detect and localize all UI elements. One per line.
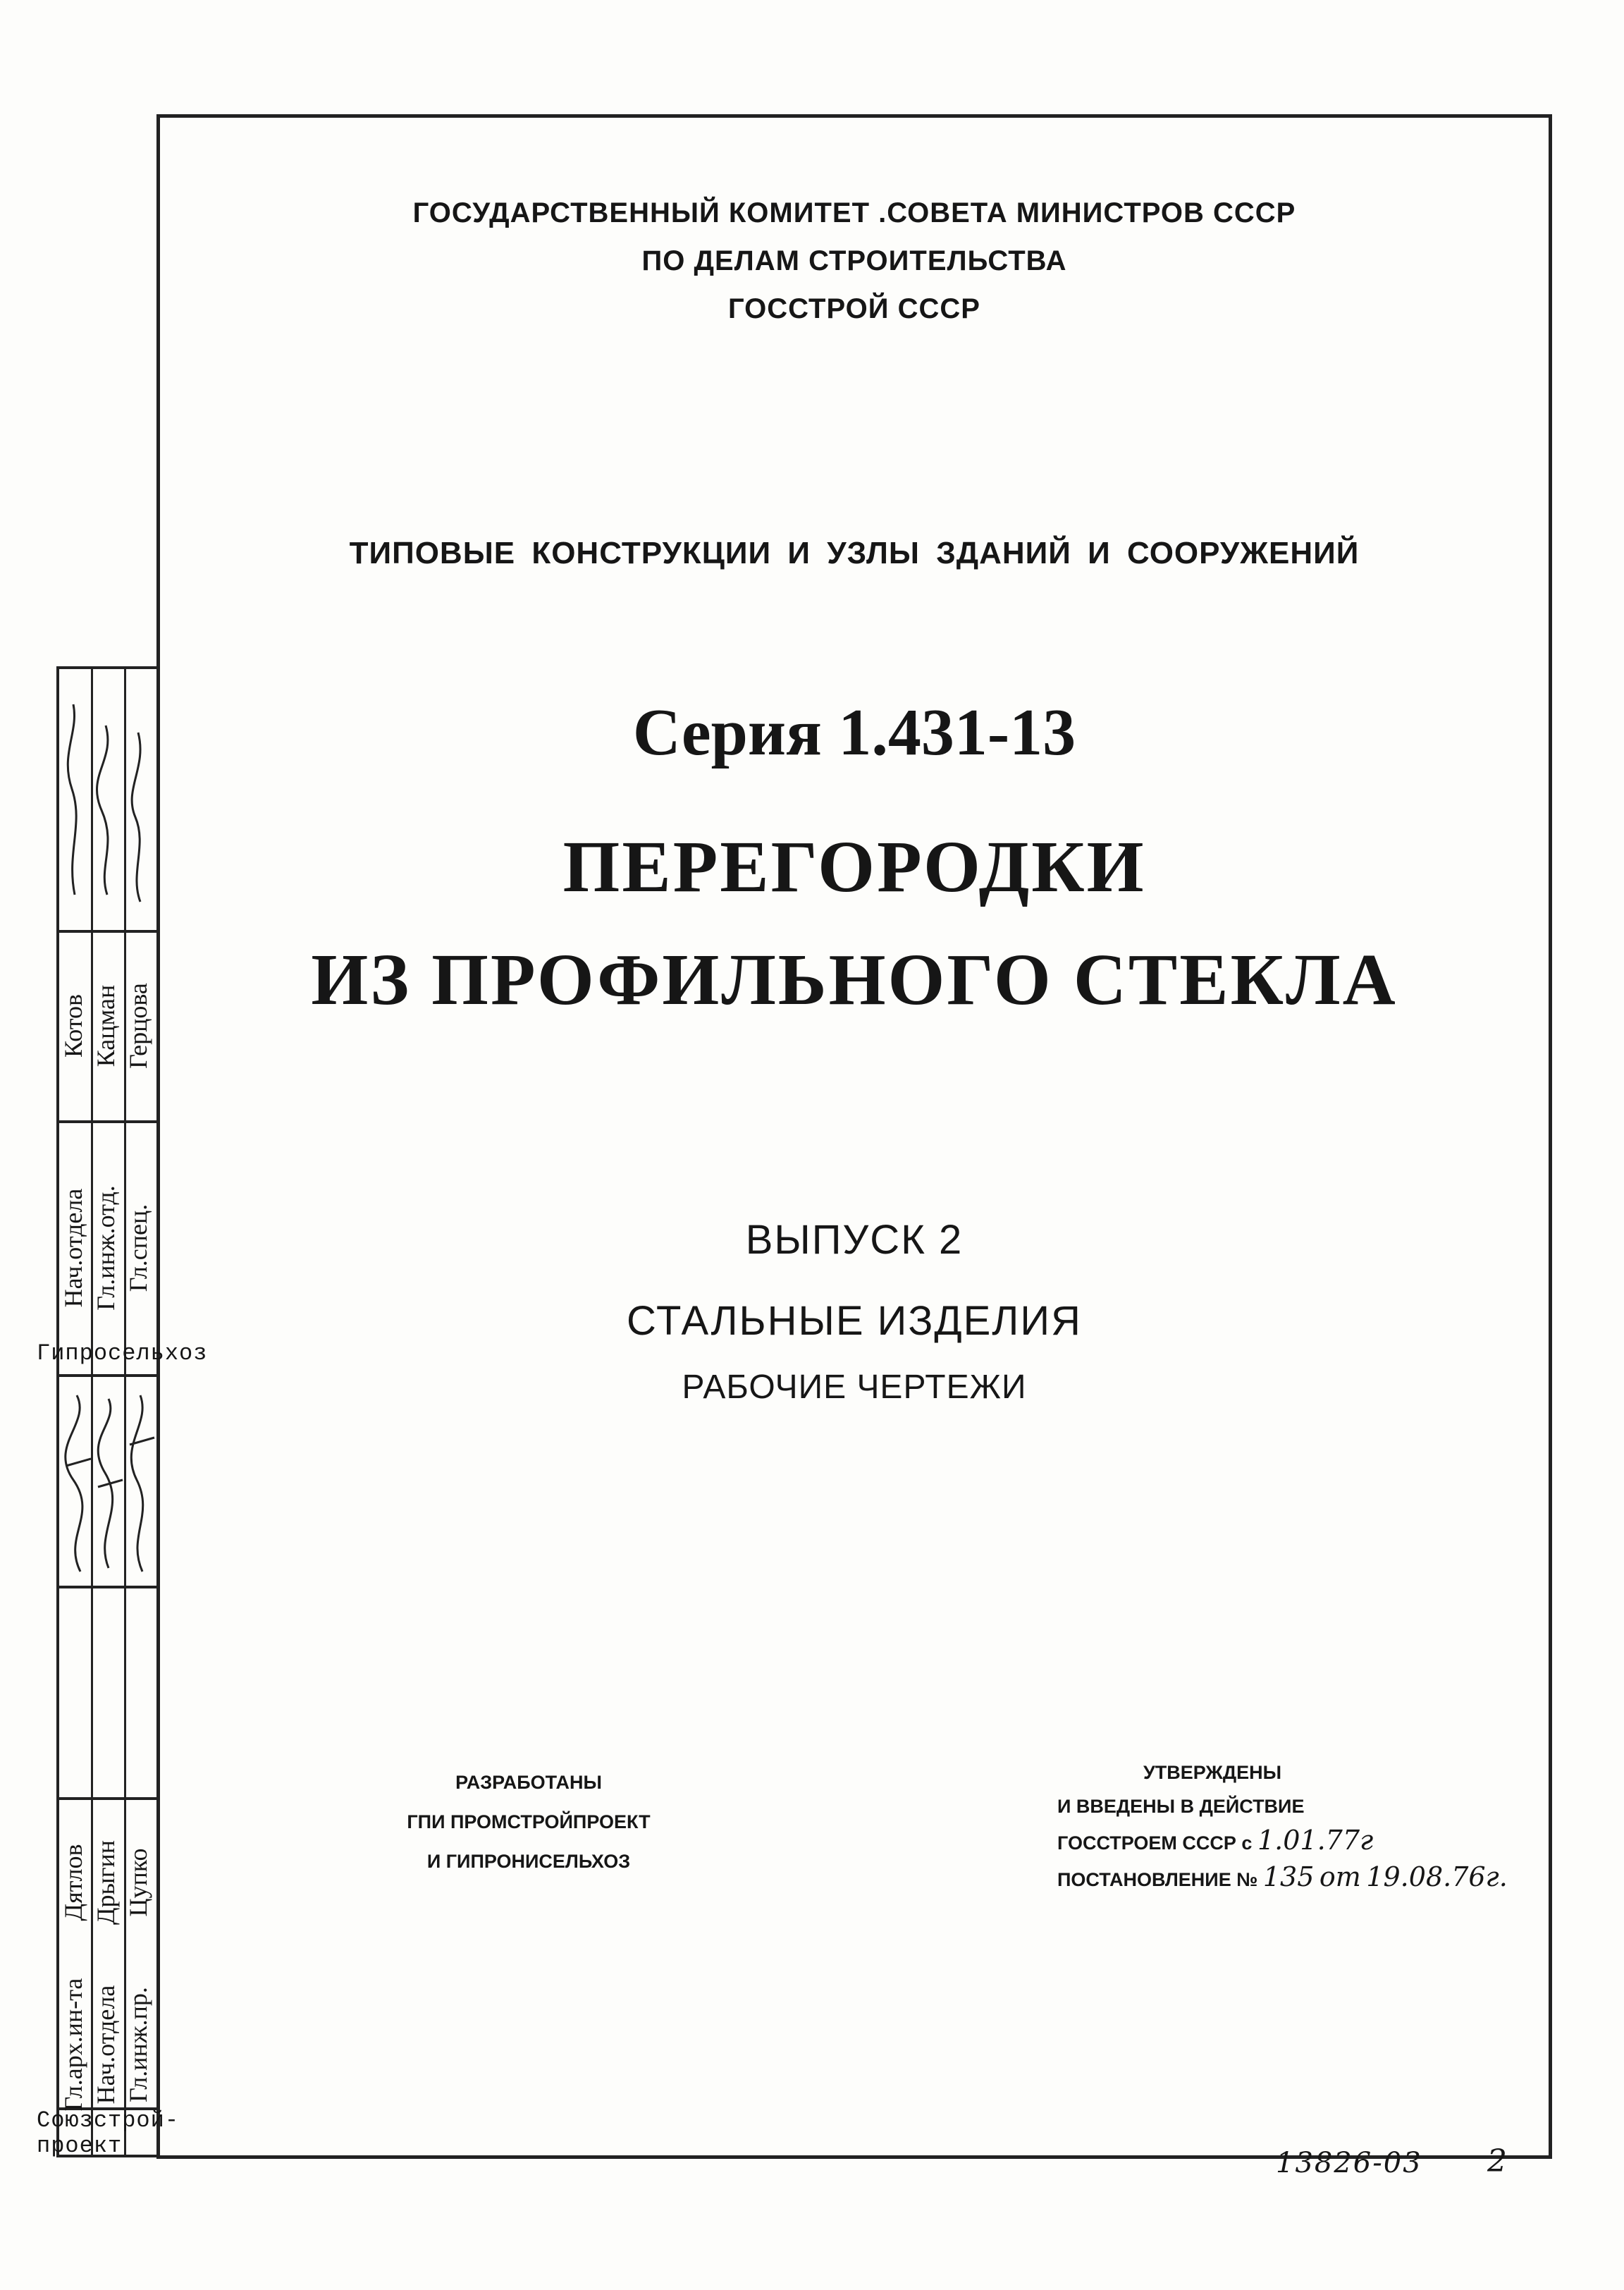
document-subtitle: СТАЛЬНЫЕ ИЗДЕЛИЯ xyxy=(627,1298,1082,1344)
collection-title: ТИПОВЫЕ КОНСТРУКЦИИ И УЗЛЫ ЗДАНИЙ И СООРУЖЕНИЙ xyxy=(349,536,1360,570)
stamp-upper-role-1: Нач.отдела xyxy=(59,1188,87,1308)
page-number: 2 xyxy=(1487,2143,1507,2179)
stamp-lower-role-3: Гл.инж.пр. xyxy=(124,1987,152,2102)
approved-by: ГОССТРОЕМ СССР с xyxy=(1057,1832,1253,1854)
stamp-lower-name-2: Дрыгин xyxy=(92,1839,120,1925)
side-approval-stamp xyxy=(56,666,156,2157)
stamp-upper-role-2: Гл.инж.отд. xyxy=(92,1185,120,1311)
document-title xyxy=(156,811,1552,1036)
title-line-1: ПЕРЕГОРОДКИ xyxy=(562,826,1146,907)
resolution-date: 19.08.76г. xyxy=(1366,1861,1508,1892)
stamp-upper-name-1: Котов xyxy=(59,994,87,1058)
authority-line-2: ПО ДЕЛАМ СТРОИТЕЛЬСТВА xyxy=(641,245,1067,276)
stamp-lower-org: Союзстрой-проект xyxy=(37,2107,180,2159)
developer-2: И ГИПРОНИСЕЛЬХОЗ xyxy=(426,1851,631,1872)
stamp-upper-signatures xyxy=(59,683,158,923)
approved-line-4 xyxy=(1057,1860,1565,1897)
stamp-upper-role-3: Гл.спец. xyxy=(124,1204,152,1292)
stamp-divider-h3 xyxy=(59,1374,156,1377)
stamp-lower-name-1: Дятлов xyxy=(59,1844,87,1921)
stamp-upper-name-3: Герцова xyxy=(124,983,152,1069)
authority-line-1: ГОСУДАРСТВЕННЫЙ КОМИТЕТ .СОВЕТА МИНИСТРОВ СССР xyxy=(412,197,1296,228)
document-code: 13826-03 xyxy=(1276,2147,1422,2179)
resolution-number: 135 xyxy=(1262,1861,1315,1892)
authority-line-3: ГОССТРОЙ СССР xyxy=(728,293,980,324)
stamp-lower-name-3: Цупко xyxy=(124,1848,152,1917)
developed-by-block xyxy=(359,1763,698,1881)
stamp-divider-h4 xyxy=(59,1586,156,1588)
series-number: Серия 1.431-13 xyxy=(632,696,1076,769)
stamp-lower-role-1: Гл.арх.ин-та xyxy=(59,1978,87,2112)
developed-label: РАЗРАБОТАНЫ xyxy=(455,1772,602,1793)
stamp-divider-h2 xyxy=(59,1120,156,1123)
stamp-upper-org: Гипросельхоз xyxy=(37,1340,208,1366)
stamp-divider-h1 xyxy=(59,930,156,933)
effective-date: 1.01.77г xyxy=(1257,1825,1374,1856)
approval-block xyxy=(1057,1756,1565,1897)
resolution-label: ПОСТАНОВЛЕНИЕ № xyxy=(1057,1869,1258,1890)
resolution-from: от xyxy=(1319,1861,1361,1892)
stamp-upper-name-2: Кацман xyxy=(92,984,120,1067)
issuing-authority xyxy=(156,189,1552,333)
stamp-middle-signatures xyxy=(59,1381,158,1586)
issue-number: ВЫПУСК 2 xyxy=(745,1217,964,1263)
approved-line-2: И ВВЕДЕНЫ В ДЕЙСТВИЕ xyxy=(1057,1796,1305,1817)
approved-line-3 xyxy=(1057,1823,1565,1860)
title-line-2: ИЗ ПРОФИЛЬНОГО СТЕКЛА xyxy=(311,939,1398,1020)
stamp-lower-role-2: Нач.отдела xyxy=(92,1985,120,2105)
drawing-type: РАБОЧИЕ ЧЕРТЕЖИ xyxy=(682,1369,1027,1406)
approved-label: УТВЕРЖДЕНЫ xyxy=(1143,1762,1282,1783)
developer-1: ГПИ ПРОМСТРОЙПРОЕКТ xyxy=(407,1811,651,1832)
